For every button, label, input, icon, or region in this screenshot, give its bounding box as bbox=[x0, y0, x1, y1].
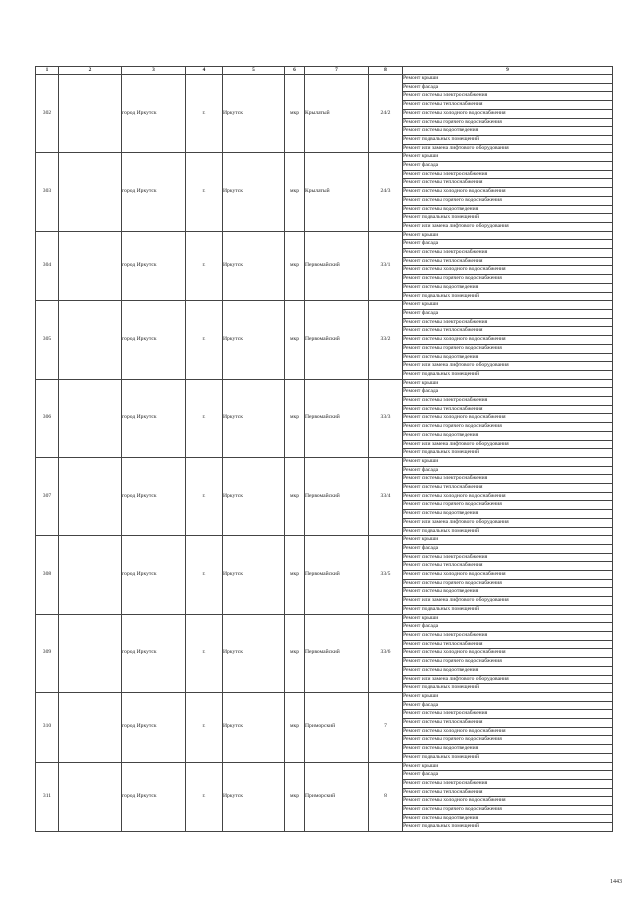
work-type-cell: Ремонт или замена лифтового оборудования bbox=[403, 440, 613, 449]
work-type-cell: Ремонт крыши bbox=[403, 457, 613, 466]
work-type-cell: Ремонт подвальных помещений bbox=[403, 684, 613, 693]
column-header: 8 bbox=[369, 67, 403, 75]
work-type-cell: Ремонт системы теплоснабжения bbox=[403, 327, 613, 336]
settlement-type-cell: г. bbox=[186, 692, 223, 762]
house-number-cell: 7 bbox=[369, 692, 403, 762]
work-type-cell: Ремонт фасада bbox=[403, 388, 613, 397]
house-number-cell: 33/6 bbox=[369, 614, 403, 692]
work-type-cell: Ремонт или замена лифтового оборудования bbox=[403, 597, 613, 606]
work-type-cell: Ремонт крыши bbox=[403, 379, 613, 388]
work-type-cell: Ремонт системы горячего водоснабжения bbox=[403, 501, 613, 510]
work-type-cell: Ремонт подвальных помещений bbox=[403, 292, 613, 301]
work-type-cell: Ремонт подвальных помещений bbox=[403, 605, 613, 614]
municipality-cell: город Иркутск bbox=[122, 614, 186, 692]
table-row bbox=[36, 379, 613, 388]
work-type-cell: Ремонт системы водоотведения bbox=[403, 745, 613, 754]
house-number-cell: 33/4 bbox=[369, 457, 403, 535]
work-type-cell: Ремонт фасада bbox=[403, 466, 613, 475]
column-header: 1 bbox=[36, 67, 59, 75]
table-row bbox=[36, 614, 613, 623]
work-type-cell: Ремонт фасада bbox=[403, 83, 613, 92]
municipality-cell: город Иркутск bbox=[122, 301, 186, 379]
work-type-cell: Ремонт или замена лифтового оборудования bbox=[403, 518, 613, 527]
district-cell bbox=[59, 301, 122, 379]
work-type-cell: Ремонт системы водоотведения bbox=[403, 127, 613, 136]
street-name-cell: Крылатый bbox=[305, 75, 369, 153]
street-name-cell: Первомайский bbox=[305, 536, 369, 614]
municipality-cell: город Иркутск bbox=[122, 536, 186, 614]
work-type-cell: Ремонт системы холодного водоснабжения bbox=[403, 571, 613, 580]
district-cell bbox=[59, 614, 122, 692]
table-row bbox=[36, 457, 613, 466]
work-type-cell: Ремонт системы теплоснабжения bbox=[403, 179, 613, 188]
column-number-header-row bbox=[36, 67, 613, 75]
work-type-cell: Ремонт системы горячего водоснабжения bbox=[403, 118, 613, 127]
work-type-cell: Ремонт подвальных помещений bbox=[403, 135, 613, 144]
house-number-cell: 33/1 bbox=[369, 231, 403, 301]
work-type-cell: Ремонт системы теплоснабжения bbox=[403, 640, 613, 649]
work-type-cell: Ремонт подвальных помещений bbox=[403, 449, 613, 458]
work-type-cell: Ремонт системы электроснабжения bbox=[403, 170, 613, 179]
work-type-cell: Ремонт системы холодного водоснабжения bbox=[403, 336, 613, 345]
table-row bbox=[36, 762, 613, 771]
settlement-name-cell: Иркутск bbox=[223, 379, 285, 457]
house-number-cell: 33/3 bbox=[369, 379, 403, 457]
work-type-cell: Ремонт системы водоотведения bbox=[403, 510, 613, 519]
street-type-cell: мкр bbox=[285, 75, 305, 153]
work-type-cell: Ремонт системы водоотведения bbox=[403, 431, 613, 440]
row-number-cell: 305 bbox=[36, 301, 59, 379]
street-type-cell: мкр bbox=[285, 536, 305, 614]
column-header: 9 bbox=[403, 67, 613, 75]
work-type-cell: Ремонт системы горячего водоснабжения bbox=[403, 423, 613, 432]
street-name-cell: Первомайский bbox=[305, 614, 369, 692]
work-type-cell: Ремонт системы электроснабжения bbox=[403, 92, 613, 101]
work-type-cell: Ремонт системы холодного водоснабжения bbox=[403, 727, 613, 736]
municipality-cell: город Иркутск bbox=[122, 231, 186, 301]
work-type-cell: Ремонт фасада bbox=[403, 162, 613, 171]
row-number-cell: 309 bbox=[36, 614, 59, 692]
table-row bbox=[36, 75, 613, 84]
column-header: 6 bbox=[285, 67, 305, 75]
work-type-cell: Ремонт подвальных помещений bbox=[403, 527, 613, 536]
work-type-cell: Ремонт подвальных помещений bbox=[403, 370, 613, 379]
settlement-name-cell: Иркутск bbox=[223, 457, 285, 535]
street-name-cell: Приморский bbox=[305, 762, 369, 832]
street-name-cell: Приморский bbox=[305, 692, 369, 762]
work-type-cell: Ремонт системы электроснабжения bbox=[403, 475, 613, 484]
work-type-cell: Ремонт крыши bbox=[403, 231, 613, 240]
settlement-name-cell: Иркутск bbox=[223, 153, 285, 231]
table-row bbox=[36, 231, 613, 240]
work-type-cell: Ремонт системы электроснабжения bbox=[403, 632, 613, 641]
district-cell bbox=[59, 75, 122, 153]
house-number-cell: 24/3 bbox=[369, 153, 403, 231]
row-number-cell: 306 bbox=[36, 379, 59, 457]
street-name-cell: Первомайский bbox=[305, 301, 369, 379]
street-name-cell: Первомайский bbox=[305, 379, 369, 457]
work-type-cell: Ремонт крыши bbox=[403, 692, 613, 701]
district-cell bbox=[59, 762, 122, 832]
work-type-cell: Ремонт системы электроснабжения bbox=[403, 397, 613, 406]
work-type-cell: Ремонт или замена лифтового оборудования bbox=[403, 222, 613, 231]
work-type-cell: Ремонт системы холодного водоснабжения bbox=[403, 797, 613, 806]
municipality-cell: город Иркутск bbox=[122, 762, 186, 832]
work-type-cell: Ремонт фасада bbox=[403, 240, 613, 249]
work-type-cell: Ремонт системы теплоснабжения bbox=[403, 405, 613, 414]
work-type-cell: Ремонт системы электроснабжения bbox=[403, 710, 613, 719]
municipality-cell: город Иркутск bbox=[122, 457, 186, 535]
municipality-cell: город Иркутск bbox=[122, 153, 186, 231]
district-cell bbox=[59, 231, 122, 301]
work-type-cell: Ремонт или замена лифтового оборудования bbox=[403, 144, 613, 153]
work-type-cell: Ремонт системы теплоснабжения bbox=[403, 101, 613, 110]
work-type-cell: Ремонт системы холодного водоснабжения bbox=[403, 266, 613, 275]
street-name-cell: Крылатый bbox=[305, 153, 369, 231]
settlement-name-cell: Иркутск bbox=[223, 75, 285, 153]
work-type-cell: Ремонт или замена лифтового оборудования bbox=[403, 675, 613, 684]
settlement-type-cell: г. bbox=[186, 379, 223, 457]
street-type-cell: мкр bbox=[285, 614, 305, 692]
column-header: 4 bbox=[186, 67, 223, 75]
district-cell bbox=[59, 153, 122, 231]
column-header: 5 bbox=[223, 67, 285, 75]
district-cell bbox=[59, 379, 122, 457]
work-type-cell: Ремонт системы теплоснабжения bbox=[403, 484, 613, 493]
settlement-type-cell: г. bbox=[186, 153, 223, 231]
house-number-cell: 33/2 bbox=[369, 301, 403, 379]
column-header: 3 bbox=[122, 67, 186, 75]
work-type-cell: Ремонт системы водоотведения bbox=[403, 283, 613, 292]
row-number-cell: 303 bbox=[36, 153, 59, 231]
repair-program-table bbox=[35, 66, 613, 832]
table-row bbox=[36, 536, 613, 545]
work-type-cell: Ремонт системы электроснабжения bbox=[403, 318, 613, 327]
work-type-cell: Ремонт системы горячего водоснабжения bbox=[403, 736, 613, 745]
table-body bbox=[36, 75, 613, 832]
row-number-cell: 304 bbox=[36, 231, 59, 301]
work-type-cell: Ремонт системы горячего водоснабжения bbox=[403, 275, 613, 284]
work-type-cell: Ремонт системы водоотведения bbox=[403, 666, 613, 675]
settlement-name-cell: Иркутск bbox=[223, 692, 285, 762]
settlement-type-cell: г. bbox=[186, 75, 223, 153]
work-type-cell: Ремонт системы горячего водоснабжения bbox=[403, 196, 613, 205]
street-type-cell: мкр bbox=[285, 762, 305, 832]
work-type-cell: Ремонт системы горячего водоснабжения bbox=[403, 806, 613, 815]
work-type-cell: Ремонт крыши bbox=[403, 536, 613, 545]
street-type-cell: мкр bbox=[285, 457, 305, 535]
municipality-cell: город Иркутск bbox=[122, 692, 186, 762]
table-row bbox=[36, 153, 613, 162]
work-type-cell: Ремонт крыши bbox=[403, 614, 613, 623]
work-type-cell: Ремонт крыши bbox=[403, 75, 613, 84]
district-cell bbox=[59, 536, 122, 614]
settlement-type-cell: г. bbox=[186, 301, 223, 379]
settlement-name-cell: Иркутск bbox=[223, 614, 285, 692]
table-row bbox=[36, 301, 613, 310]
work-type-cell: Ремонт системы теплоснабжения bbox=[403, 257, 613, 266]
settlement-name-cell: Иркутск bbox=[223, 231, 285, 301]
municipality-cell: город Иркутск bbox=[122, 379, 186, 457]
work-type-cell: Ремонт фасада bbox=[403, 544, 613, 553]
work-type-cell: Ремонт системы холодного водоснабжения bbox=[403, 414, 613, 423]
settlement-type-cell: г. bbox=[186, 536, 223, 614]
street-name-cell: Первомайский bbox=[305, 231, 369, 301]
district-cell bbox=[59, 692, 122, 762]
work-type-cell: Ремонт системы холодного водоснабжения bbox=[403, 649, 613, 658]
work-type-cell: Ремонт системы горячего водоснабжения bbox=[403, 344, 613, 353]
work-type-cell: Ремонт системы водоотведения bbox=[403, 205, 613, 214]
work-type-cell: Ремонт системы горячего водоснабжения bbox=[403, 579, 613, 588]
settlement-name-cell: Иркутск bbox=[223, 301, 285, 379]
work-type-cell: Ремонт фасада bbox=[403, 771, 613, 780]
work-type-cell: Ремонт фасада bbox=[403, 309, 613, 318]
work-type-cell: Ремонт системы холодного водоснабжения bbox=[403, 188, 613, 197]
work-type-cell: Ремонт системы водоотведения bbox=[403, 353, 613, 362]
row-number-cell: 308 bbox=[36, 536, 59, 614]
work-type-cell: Ремонт фасада bbox=[403, 701, 613, 710]
work-type-cell: Ремонт системы электроснабжения bbox=[403, 553, 613, 562]
street-name-cell: Первомайский bbox=[305, 457, 369, 535]
work-type-cell: Ремонт крыши bbox=[403, 301, 613, 310]
work-type-cell: Ремонт системы холодного водоснабжения bbox=[403, 109, 613, 118]
column-header: 7 bbox=[305, 67, 369, 75]
work-type-cell: Ремонт системы холодного водоснабжения bbox=[403, 492, 613, 501]
work-type-cell: Ремонт системы водоотведения bbox=[403, 588, 613, 597]
work-type-cell: Ремонт фасада bbox=[403, 623, 613, 632]
column-header: 2 bbox=[59, 67, 122, 75]
settlement-name-cell: Иркутск bbox=[223, 762, 285, 832]
work-type-cell: Ремонт крыши bbox=[403, 762, 613, 771]
district-cell bbox=[59, 457, 122, 535]
house-number-cell: 24/2 bbox=[369, 75, 403, 153]
row-number-cell: 307 bbox=[36, 457, 59, 535]
work-type-cell: Ремонт подвальных помещений bbox=[403, 214, 613, 223]
settlement-type-cell: г. bbox=[186, 457, 223, 535]
work-type-cell: Ремонт системы водоотведения bbox=[403, 814, 613, 823]
street-type-cell: мкр bbox=[285, 379, 305, 457]
work-type-cell: Ремонт системы теплоснабжения bbox=[403, 788, 613, 797]
house-number-cell: 8 bbox=[369, 762, 403, 832]
work-type-cell: Ремонт системы электроснабжения bbox=[403, 779, 613, 788]
street-type-cell: мкр bbox=[285, 231, 305, 301]
work-type-cell: Ремонт или замена лифтового оборудования bbox=[403, 362, 613, 371]
municipality-cell: город Иркутск bbox=[122, 75, 186, 153]
row-number-cell: 310 bbox=[36, 692, 59, 762]
work-type-cell: Ремонт системы теплоснабжения bbox=[403, 719, 613, 728]
settlement-type-cell: г. bbox=[186, 614, 223, 692]
row-number-cell: 311 bbox=[36, 762, 59, 832]
work-type-cell: Ремонт подвальных помещений bbox=[403, 823, 613, 832]
street-type-cell: мкр bbox=[285, 692, 305, 762]
page-number: 1443 bbox=[610, 879, 622, 885]
work-type-cell: Ремонт крыши bbox=[403, 153, 613, 162]
settlement-name-cell: Иркутск bbox=[223, 536, 285, 614]
work-type-cell: Ремонт подвальных помещений bbox=[403, 753, 613, 762]
table-row bbox=[36, 692, 613, 701]
work-type-cell: Ремонт системы теплоснабжения bbox=[403, 562, 613, 571]
street-type-cell: мкр bbox=[285, 153, 305, 231]
work-type-cell: Ремонт системы электроснабжения bbox=[403, 249, 613, 258]
house-number-cell: 33/5 bbox=[369, 536, 403, 614]
settlement-type-cell: г. bbox=[186, 762, 223, 832]
settlement-type-cell: г. bbox=[186, 231, 223, 301]
row-number-cell: 302 bbox=[36, 75, 59, 153]
street-type-cell: мкр bbox=[285, 301, 305, 379]
work-type-cell: Ремонт системы горячего водоснабжения bbox=[403, 658, 613, 667]
